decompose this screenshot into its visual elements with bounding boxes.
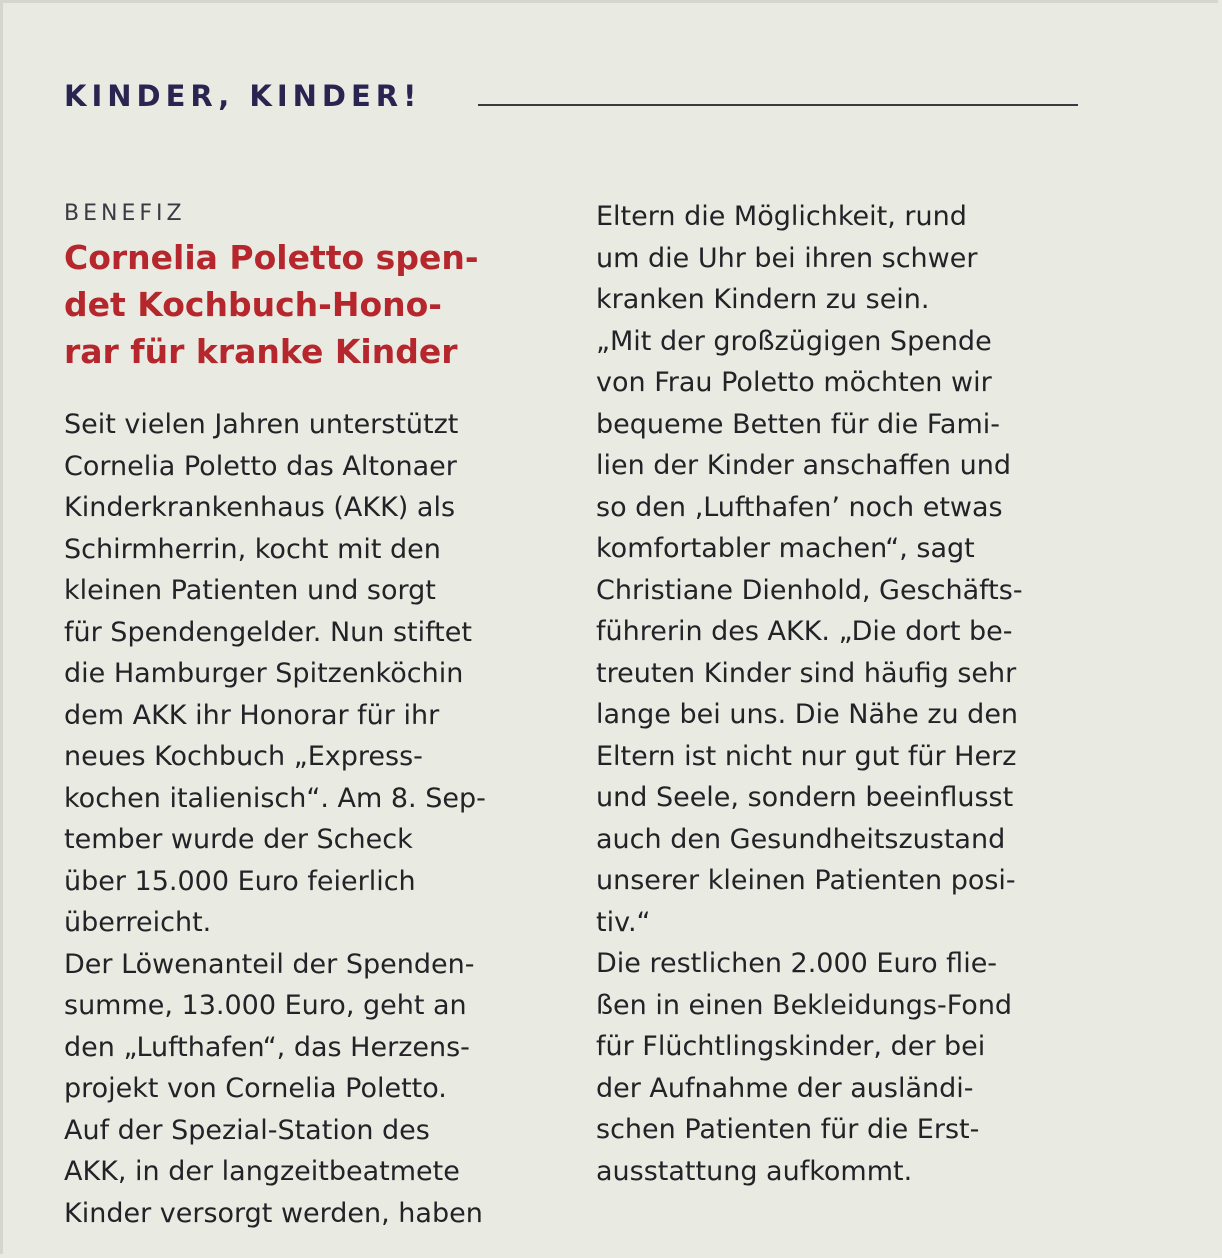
text-line: ausstattung aufkommt. bbox=[596, 1155, 913, 1187]
text-line: lien der Kinder anschaffen und bbox=[596, 450, 1011, 481]
text-line: AKK, in der langzeitbeatmete bbox=[64, 1156, 460, 1187]
text-line: unserer kleinen Patienten posi- bbox=[596, 865, 1016, 896]
headline-line: Cornelia Poletto spen- bbox=[64, 238, 479, 277]
text-line: führerin des AKK. „Die dort be- bbox=[596, 616, 1013, 647]
text-line: Eltern die Möglichkeit, rund bbox=[596, 201, 967, 232]
section-header: KINDER, KINDER! bbox=[64, 79, 422, 113]
text-line: neues Kochbuch „Express- bbox=[64, 741, 423, 772]
text-line: Kinder versorgt werden, haben bbox=[64, 1197, 483, 1229]
text-line: schen Patienten für die Erst- bbox=[596, 1114, 980, 1145]
article-column-right bbox=[596, 196, 1096, 1192]
text-line: bequeme Betten für die Fami- bbox=[596, 408, 1000, 440]
article-headline bbox=[64, 234, 544, 375]
text-line: Cornelia Poletto das Altonaer bbox=[64, 450, 457, 482]
text-line: ßen in einen Bekleidungs-Fond bbox=[596, 989, 1013, 1021]
text-line: so den ‚Lufthafen’ noch etwas bbox=[596, 491, 1003, 523]
text-line: überreicht. bbox=[64, 907, 212, 938]
text-line: für Spendengelder. Nun stiftet bbox=[64, 616, 472, 648]
text-line: um die Uhr bei ihren schwer bbox=[596, 242, 978, 274]
article-column-left bbox=[64, 404, 550, 1234]
headline-line: rar für kranke Kinder bbox=[64, 332, 458, 371]
text-line: und Seele, sondern beeinflusst bbox=[596, 782, 1014, 813]
text-line: kochen italienisch“. Am 8. Sep- bbox=[64, 782, 486, 814]
text-line: auch den Gesundheitszustand bbox=[596, 823, 1006, 855]
text-line: Eltern ist nicht nur gut für Herz bbox=[596, 740, 1017, 772]
text-line: der Aufnahme der ausländi- bbox=[596, 1072, 974, 1104]
text-line: kranken Kindern zu sein. bbox=[596, 284, 930, 315]
text-line: kleinen Patienten und sorgt bbox=[64, 575, 436, 606]
text-line: für Flüchtlingskinder, der bei bbox=[596, 1031, 986, 1062]
header-rule bbox=[478, 104, 1078, 106]
text-line: tember wurde der Scheck bbox=[64, 824, 413, 855]
text-line: die Hamburger Spitzenköchin bbox=[64, 658, 464, 689]
text-line: Christiane Dienhold, Geschäfts- bbox=[596, 574, 1023, 606]
text-line: den „Lufthafen“, das Herzens- bbox=[64, 1031, 470, 1063]
text-line: Die restlichen 2.000 Euro flie- bbox=[596, 948, 998, 979]
text-line: komfortabler machen“, sagt bbox=[596, 533, 975, 564]
text-line: dem AKK ihr Honorar für ihr bbox=[64, 699, 440, 731]
headline-line: det Kochbuch-Hono- bbox=[64, 285, 443, 324]
text-line: über 15.000 Euro feierlich bbox=[64, 865, 416, 897]
text-line: projekt von Cornelia Poletto. bbox=[64, 1073, 447, 1104]
text-line: Auf der Spezial-Station des bbox=[64, 1114, 430, 1146]
text-line: Schirmherrin, kocht mit den bbox=[64, 533, 441, 565]
text-line: treuten Kinder sind häufig sehr bbox=[596, 657, 1017, 689]
text-line: Der Löwenanteil der Spenden- bbox=[64, 948, 475, 980]
article-kicker: BENEFIZ bbox=[64, 201, 186, 226]
text-line: Kinderkrankenhaus (AKK) als bbox=[64, 492, 456, 523]
text-line: tiv.“ bbox=[596, 906, 651, 938]
text-line: „Mit der großzügigen Spende bbox=[596, 325, 992, 357]
text-line: summe, 13.000 Euro, geht an bbox=[64, 990, 467, 1021]
text-line: Seit vielen Jahren unterstützt bbox=[64, 409, 459, 440]
text-line: von Frau Poletto möchten wir bbox=[596, 367, 992, 398]
text-line: lange bei uns. Die Nähe zu den bbox=[596, 699, 1019, 730]
